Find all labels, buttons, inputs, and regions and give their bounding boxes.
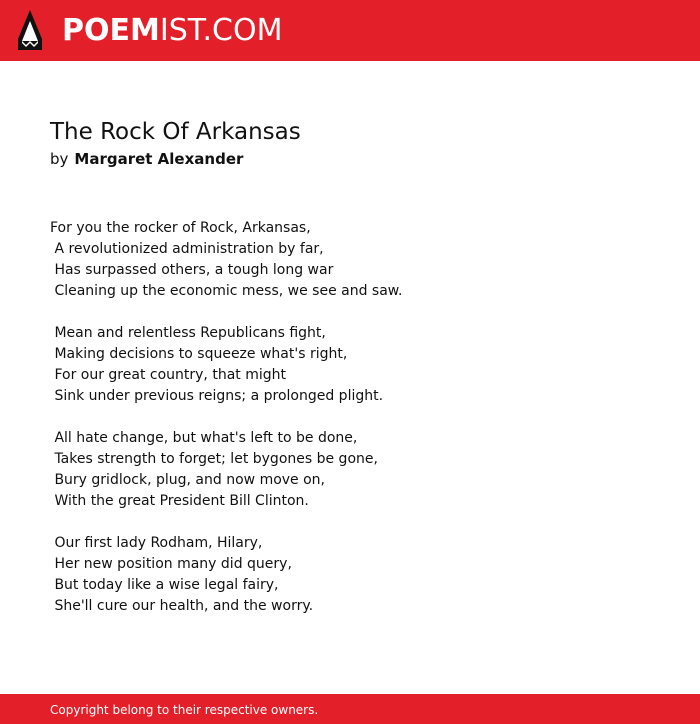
poem-line: Our first lady Rodham, Hilary, bbox=[50, 535, 263, 551]
site-logo[interactable] bbox=[62, 13, 282, 49]
poem-line: Making decisions to squeeze what's right, bbox=[50, 346, 348, 362]
poem-line: She'll cure our health, and the worry. bbox=[50, 598, 314, 614]
by-label: by bbox=[50, 150, 69, 168]
poem-line: With the great President Bill Clinton. bbox=[50, 493, 309, 509]
poem-line: Bury gridlock, plug, and now move on, bbox=[50, 472, 326, 488]
poem-line: Mean and relentless Republicans fight, bbox=[50, 325, 326, 341]
stanza-3 bbox=[50, 428, 650, 512]
poem-line: A revolutionized administration by far, bbox=[50, 241, 324, 257]
poem-line: Has surpassed others, a tough long war bbox=[50, 262, 334, 278]
poem-line: All hate change, but what's left to be done, bbox=[50, 430, 358, 446]
pencil-tip-icon[interactable] bbox=[18, 10, 42, 50]
poem-line: But today like a wise legal fairy, bbox=[50, 577, 279, 593]
site-footer bbox=[0, 694, 700, 724]
copyright-text: Copyright belong to their respective owners. bbox=[50, 703, 319, 717]
site-header bbox=[0, 0, 700, 61]
poem-line: For our great country, that might bbox=[50, 367, 286, 383]
logo-strong-text: POEM bbox=[62, 13, 160, 48]
logo-light-text: IST.COM bbox=[159, 13, 283, 48]
poem-line: For you the rocker of Rock, Arkansas, bbox=[50, 220, 311, 236]
poem-body bbox=[50, 218, 650, 638]
poem-line: Cleaning up the economic mess, we see and saw. bbox=[50, 283, 403, 299]
poem-line: Sink under previous reigns; a prolonged plight. bbox=[50, 388, 384, 404]
stanza-4 bbox=[50, 533, 650, 617]
stanza-1 bbox=[50, 218, 650, 302]
poem-byline bbox=[50, 149, 243, 169]
author-name: Margaret Alexander bbox=[74, 150, 244, 168]
stanza-2 bbox=[50, 323, 650, 407]
poem-line: Takes strength to forget; let bygones be gone, bbox=[50, 451, 378, 467]
poem-title: The Rock Of Arkansas bbox=[50, 119, 301, 145]
poem-line: Her new position many did query, bbox=[50, 556, 292, 572]
